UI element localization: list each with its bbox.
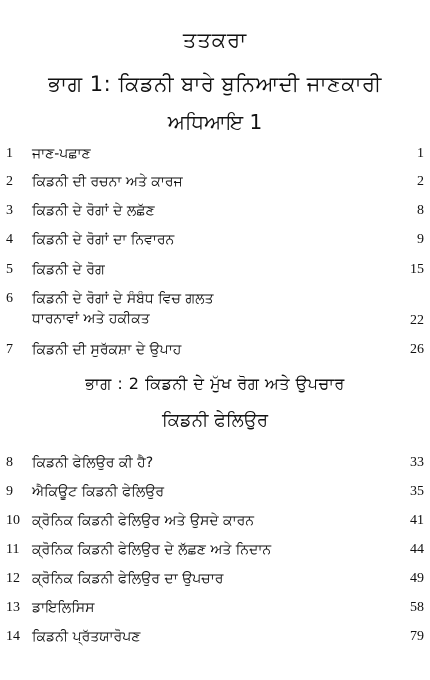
entry-number: 4 — [6, 232, 13, 247]
entry-title: ਕਿਡਨੀ ਦੇ ਰੋਗਾਂ ਦੇ ਲਛੱਣ — [32, 203, 155, 219]
entry-number: 2 — [6, 174, 13, 189]
part2-subheading: ਕਿਡਨੀ ਫੇਲਿਉਰ — [161, 410, 269, 431]
toc-title: ਤਤਕਰਾ — [182, 28, 248, 52]
entry-page: 22 — [410, 313, 424, 328]
entry-page: 1 — [417, 146, 424, 161]
entry-page: 2 — [417, 174, 424, 189]
entry-number: 10 — [6, 513, 20, 528]
entry-number: 11 — [6, 542, 20, 557]
entry-page: 44 — [410, 542, 424, 557]
entry-title: ਕਿਡਨੀ ਫੇਲਿਉਰ ਕੀ ਹੈ? — [32, 455, 154, 471]
entry-title: ਕਿਡਨੀ ਦੇ ਰੋਗ — [32, 262, 105, 278]
entry-page: 26 — [410, 342, 424, 357]
entry-number: 9 — [6, 484, 13, 499]
entry-page: 35 — [410, 484, 424, 499]
entry-page: 79 — [410, 629, 424, 644]
entry-page: 9 — [417, 232, 424, 247]
entry-title: ਕਿਡਨੀ ਦੀ ਸੁਰੱਕਸ਼ਾ ਦੇ ਉਪਾਹ — [32, 342, 182, 358]
part1-heading: ਭਾਗ 1: ਕਿਡਨੀ ਬਾਰੇ ਬੁਨਿਆਦੀ ਜਾਣਕਾਰੀ — [48, 72, 382, 96]
entry-page: 41 — [410, 513, 424, 528]
entry-title: ਕ੍ਰੋਨਿਕ ਕਿਡਨੀ ਫੇਲਿਉਰ ਦਾ ਉਪਚਾਰ — [32, 571, 224, 587]
entry-number: 5 — [6, 262, 13, 277]
entry-page: 15 — [410, 262, 424, 277]
entry-title: ਡਾਇਲਿਸਿਸ — [32, 600, 95, 616]
entry-page: 8 — [417, 203, 424, 218]
entry-number: 1 — [6, 146, 13, 161]
entry-number: 3 — [6, 203, 13, 218]
chapter1-heading: ਅਧਿਆਇ 1 — [167, 110, 263, 134]
entry-title: ਕ੍ਰੋਨਿਕ ਕਿਡਨੀ ਫੇਲਿਉਰ ਦੇ ਲੱਛਣ ਅਤੇ ਨਿਦਾਨ — [32, 542, 272, 558]
entry-title: ਕ੍ਰੋਨਿਕ ਕਿਡਨੀ ਫੇਲਿਉਰ ਅਤੇ ਉਸਦੇ ਕਾਰਨ — [32, 513, 255, 529]
entry-number: 14 — [6, 629, 20, 644]
entry-number: 7 — [6, 342, 13, 357]
entry-title: ਕਿਡਨੀ ਪ੍ਰੱਤਯਾਰੋਪਣ — [32, 629, 141, 645]
entry-page: 49 — [410, 571, 424, 586]
entry-number: 8 — [6, 455, 13, 470]
entry-page: 33 — [410, 455, 424, 470]
part2-heading: ਭਾਗ : 2 ਕਿਡਨੀ ਦੇ ਮੁੱਖ ਰੋਗ ਅਤੇ ਉਪਚਾਰ — [85, 374, 345, 393]
entry-title: ਕਿਡਨੀ ਦੀ ਰਚਨਾ ਅਤੇ ਕਾਰਜ — [32, 174, 183, 190]
entry-title: ਜਾਣ-ਪਛਾਣ — [32, 146, 91, 162]
entry-number: 13 — [6, 600, 20, 615]
entry-page: 58 — [410, 600, 424, 615]
entry-title: ਕਿਡਨੀ ਦੇ ਰੋਗਾਂ ਦਾ ਨਿਵਾਰਨ — [32, 232, 175, 248]
entry-title: ਕਿਡਨੀ ਦੇ ਰੋਗਾਂ ਦੇ ਸੰਬੰਧ ਵਿਚ ਗਲਤ ਧਾਰਨਾਵਾਂ ਅਤੇ ਹਕੀਕਤ — [32, 291, 214, 327]
entry-number: 12 — [6, 571, 20, 586]
entry-title: ਐਕਿਊਟ ਕਿਡਨੀ ਫੇਲਿਉਰ — [32, 484, 165, 500]
entry-number: 6 — [6, 291, 13, 306]
